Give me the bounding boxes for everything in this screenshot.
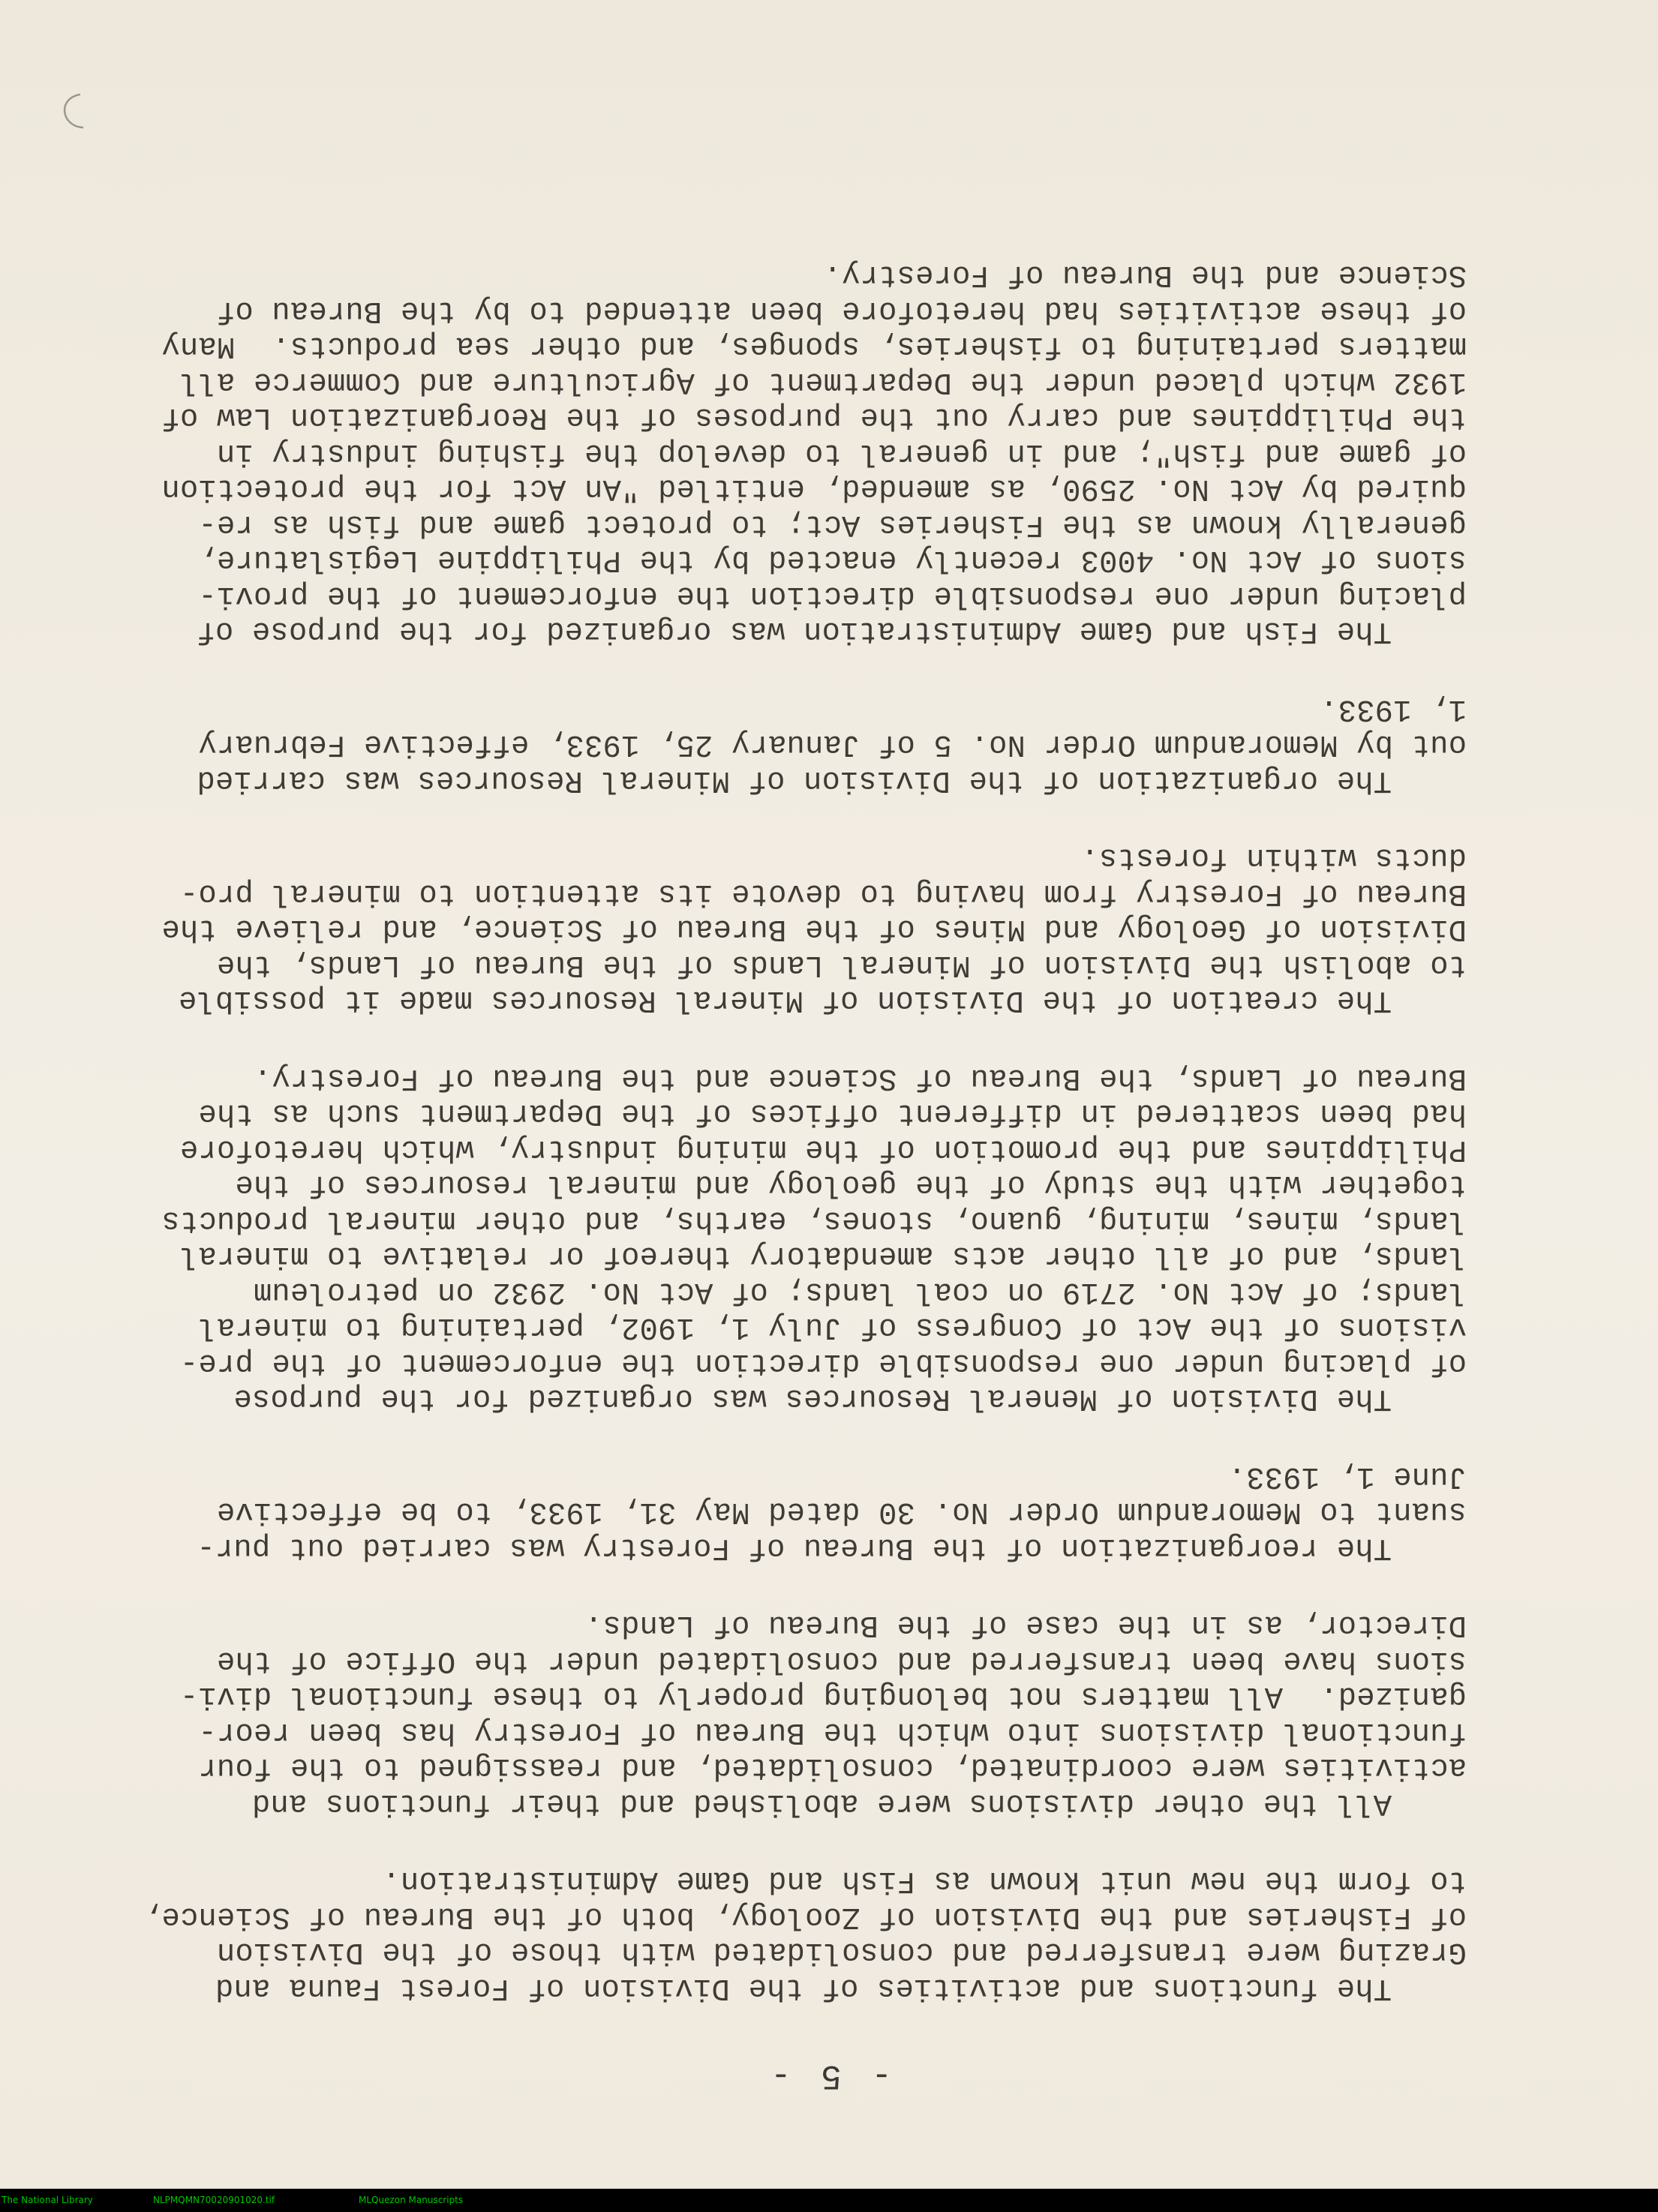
text-line: suant to Memorandum Order No. 30 dated May 31, 1933, to be effective bbox=[216, 1494, 1467, 1529]
typed-body bbox=[143, 215, 1467, 2005]
text-line: functional divisions into which the Bureau of Forestry has been reor- bbox=[198, 1715, 1467, 1749]
text-line: Bureau of Lands, the Bureau of Science and the Bureau of Forestry. bbox=[253, 1061, 1467, 1095]
text-line: the Philippines and carry out the purposes of the Reorganization Law of bbox=[161, 400, 1467, 435]
text-line: generally known as the Fisheries Act; to protect game and fish as re- bbox=[198, 507, 1467, 542]
text-line: The Division of Meneral Resources was organized for the purpose bbox=[233, 1381, 1392, 1416]
text-line: ganized. All matters not belonging properly to these functional divi- bbox=[179, 1679, 1467, 1714]
text-line: of these activities had heretofore been attended to by the Bureau of bbox=[216, 293, 1467, 328]
text-line: 1932 which placed under the Department of Agriculture and Commerce all bbox=[179, 365, 1467, 399]
text-line: had been scattered in different offices of the Department such as the bbox=[198, 1096, 1467, 1131]
text-line: placing under one responsible direction the enforcement of the provi- bbox=[198, 578, 1467, 613]
text-line: activities were coordinated, consolidated, and reassigned to the four bbox=[198, 1750, 1467, 1785]
text-line: Bureau of Forestry from having to devote its attention to mineral pro- bbox=[179, 876, 1467, 911]
text-line: The reorganization of the Bureau of Forestry was carried out pur- bbox=[197, 1530, 1392, 1565]
text-line: lands, mines, mining, guano, stones, earths, and other mineral products bbox=[161, 1203, 1467, 1238]
footer-collection-name: MLQuezon Manuscripts bbox=[359, 2195, 464, 2205]
text-line: The creation of the Division of Mineral Resources made it possible bbox=[178, 983, 1392, 1018]
text-line: matters pertaining to fisheries, sponges, and other sea products. Many bbox=[161, 329, 1467, 364]
text-line: 1, 1933. bbox=[1319, 692, 1467, 726]
text-line: Division of Geology and Mines of the Bureau of Science, and relieve the bbox=[161, 911, 1467, 947]
scan-footer-bar bbox=[0, 2189, 1658, 2212]
text-line: All the other divisions were abolished and their functions and bbox=[251, 1786, 1392, 1820]
paragraph-other-divisions bbox=[179, 1607, 1467, 1820]
paragraph-mineral-resources-creation bbox=[161, 839, 1467, 1018]
text-line: to abolish the Division of Mineral Lands of the Bureau of Lands, the bbox=[216, 947, 1467, 982]
paragraph-mineral-resources-purpose bbox=[161, 1060, 1467, 1416]
text-line: Grazing were transferred and consolidated with those of the Division bbox=[216, 1934, 1467, 1970]
paragraph-mineral-resources-order bbox=[191, 691, 1467, 798]
text-line: Science and the Bureau of Forestry. bbox=[823, 257, 1467, 293]
text-line: lands; of Act No. 2719 on coal lands; of Act No. 2932 on petroleum bbox=[253, 1274, 1467, 1309]
paragraph-forest-fauna bbox=[143, 1862, 1467, 2005]
text-line: of Fisheries and the Division of Zoology, both of the Bureau of Science, bbox=[143, 1899, 1467, 1934]
text-line: lands, and of all other acts amendatory thereof or relative to mineral bbox=[179, 1238, 1467, 1274]
text-line: visions of the Act of Congress of July 1, 1902, pertaining to mineral bbox=[198, 1310, 1467, 1345]
text-line: The Fish and Game Administration was organized for the purpose of bbox=[197, 614, 1392, 649]
text-line: ducts within forests. bbox=[1080, 840, 1467, 875]
text-line: together with the study of the geology and mineral resources of the bbox=[235, 1167, 1467, 1202]
footer-file-name: NLPMQMN70020901020.tif bbox=[153, 2195, 275, 2205]
text-line: of placing under one responsible direction the enforcement of the pre- bbox=[179, 1346, 1467, 1380]
text-line: sions of Act No. 4003 recently enacted by the Philippine Legislature, bbox=[198, 542, 1467, 578]
page-number: - 5 - bbox=[765, 2056, 893, 2095]
text-line: The functions and activities of the Division of Forest Fauna and bbox=[215, 1970, 1392, 2005]
text-line: Director, as in the case of the Bureau of Lands. bbox=[584, 1607, 1467, 1643]
text-line: sions have been transferred and consolidated under the Office of the bbox=[216, 1643, 1467, 1678]
pencil-mark-icon bbox=[53, 90, 89, 132]
text-line: of game and fish"; and in general to develop the fishing industry in bbox=[216, 436, 1467, 470]
text-line: Philippines and the promotion of the mining industry, which heretofore bbox=[179, 1132, 1467, 1166]
text-line: quired by Act No. 2590, as amended, entitled "An Act for the protection bbox=[161, 471, 1467, 506]
text-line: to form the new unit known as Fish and Game Administration. bbox=[382, 1863, 1467, 1898]
text-line: out by Memorandum Order No. 5 of January 25, 1933, effective February bbox=[198, 727, 1467, 762]
paragraph-fish-and-game bbox=[161, 257, 1467, 649]
paragraph-forestry-reorganization bbox=[191, 1458, 1467, 1565]
text-line: The organization of the Division of Mineral Resources was carried bbox=[197, 763, 1392, 797]
footer-library-name: The National Library bbox=[2, 2195, 93, 2205]
text-line: June 1, 1933. bbox=[1227, 1459, 1467, 1493]
